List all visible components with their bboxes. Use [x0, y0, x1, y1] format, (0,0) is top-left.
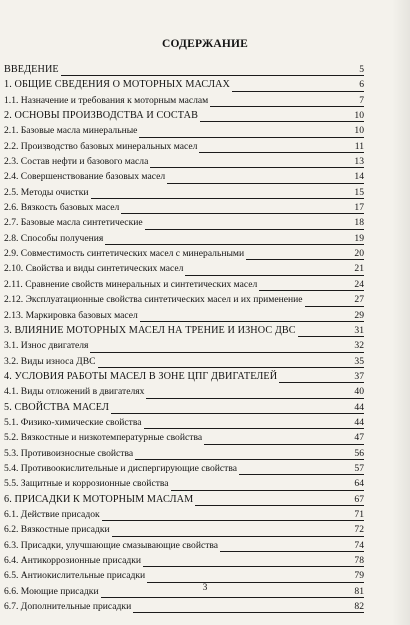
toc-entry-title: 4.1. Виды отложений в двигателях: [4, 384, 146, 399]
toc-entry-page: 29: [354, 309, 364, 321]
toc-entry-title: 2.5. Методы очистки: [4, 185, 91, 200]
toc-subsection-row: [4, 338, 364, 353]
toc-entry-title: 2.6. Вязкость базовых масел: [4, 200, 121, 215]
toc-subsection-row: [4, 384, 364, 399]
toc-entry-page: 82: [354, 601, 364, 613]
toc-entry-page: 71: [354, 508, 364, 520]
toc-subsection-row: [4, 169, 364, 184]
toc-subsection-row: [4, 430, 364, 445]
toc-section-row: [4, 323, 364, 338]
toc-section-row: [4, 62, 364, 77]
toc-entry-title: 2.10. Свойства и виды синтетических масел: [4, 261, 185, 276]
toc-entry-page: 44: [354, 416, 364, 428]
toc-subsection-row: [4, 231, 364, 246]
toc-entry-title: 4. УСЛОВИЯ РАБОТЫ МАСЕЛ В ЗОНЕ ЦПГ ДВИГАТЕЛЕЙ: [4, 369, 279, 384]
toc-subsection-row: [4, 553, 364, 568]
toc-entry-page: 72: [354, 524, 364, 536]
toc-entry-page: 21: [354, 263, 364, 275]
toc-subsection-row: [4, 292, 364, 307]
toc-entry-page: 37: [354, 370, 364, 382]
page-edge-shadow: [392, 0, 410, 625]
toc-entry-page: 5: [359, 64, 364, 75]
toc-entry-page: 24: [354, 278, 364, 290]
toc-entry-page: 32: [354, 340, 364, 352]
toc-entry-title: 2.1. Базовые масла минеральные: [4, 123, 139, 138]
toc-entry-title: 3. ВЛИЯНИЕ МОТОРНЫХ МАСЕЛ НА ТРЕНИЕ И ИЗНОС ДВС: [4, 323, 298, 338]
toc-subsection-row: [4, 461, 364, 476]
toc-subsection-row: [4, 507, 364, 522]
toc-entry-page: 56: [354, 447, 364, 459]
toc-entry-title: 6.5. Антиокислительные присадки: [4, 568, 147, 583]
table-of-contents: [4, 62, 364, 614]
toc-entry-page: 35: [354, 355, 364, 367]
toc-entry-page: 27: [354, 294, 364, 306]
toc-entry-page: 10: [354, 110, 364, 122]
toc-entry-title: 2.4. Совершенствование базовых масел: [4, 169, 167, 184]
toc-entry-title: 5. СВОЙСТВА МАСЕЛ: [4, 400, 111, 415]
toc-section-row: [4, 400, 364, 415]
toc-entry-page: 79: [354, 570, 364, 582]
toc-entry-title: 6.1. Действие присадок: [4, 507, 102, 522]
toc-entry-title: 1. ОБЩИЕ СВЕДЕНИЯ О МОТОРНЫХ МАСЛАХ: [4, 77, 232, 92]
toc-entry-page: 78: [354, 555, 364, 566]
toc-entry-page: 67: [354, 493, 364, 505]
toc-entry-title: 2. ОСНОВЫ ПРОИЗВОДСТВА И СОСТАВ: [4, 108, 200, 123]
toc-entry-page: 40: [354, 386, 364, 398]
toc-entry-page: 20: [354, 248, 364, 260]
toc-entry-title: 6.4. Антикоррозионные присадки: [4, 553, 143, 568]
toc-subsection-row: [4, 538, 364, 553]
toc-section-row: [4, 369, 364, 384]
toc-subsection-row: [4, 446, 364, 461]
toc-entry-title: 5.2. Вязкостные и низкотемпературные свойства: [4, 430, 204, 445]
toc-entry-title: 5.5. Защитные и коррозионные свойства: [4, 476, 171, 491]
toc-entry-title: 2.8. Способы получения: [4, 231, 105, 246]
toc-entry-page: 31: [354, 324, 364, 336]
toc-subsection-row: [4, 154, 364, 169]
toc-entry-title: 6.7. Дополнительные присадки: [4, 599, 133, 614]
toc-entry-title: 2.7. Базовые масла синтетические: [4, 215, 145, 230]
toc-entry-title: 5.4. Противоокислительные и диспергирующие свойства: [4, 461, 239, 476]
toc-subsection-row: [4, 215, 364, 230]
toc-subsection-row: [4, 522, 364, 537]
toc-subsection-row: [4, 93, 364, 108]
toc-entry-page: 6: [359, 79, 364, 91]
toc-entry-page: 64: [354, 478, 364, 490]
toc-subsection-row: [4, 123, 364, 138]
toc-subsection-row: [4, 246, 364, 261]
toc-entry-title: 2.2. Производство базовых минеральных масел: [4, 139, 199, 154]
toc-entry-page: 17: [354, 202, 364, 214]
toc-entry-page: 14: [354, 171, 364, 183]
toc-entry-title: ВВЕДЕНИЕ: [4, 62, 61, 77]
toc-entry-page: 44: [354, 401, 364, 413]
toc-entry-title: 3.2. Виды износа ДВС: [4, 354, 98, 369]
toc-section-row: [4, 108, 364, 123]
page-number: 3: [202, 583, 208, 593]
toc-subsection-row: [4, 599, 364, 614]
toc-entry-page: 11: [354, 140, 364, 152]
toc-entry-title: 1.1. Назначение и требования к моторным маслам: [4, 93, 210, 108]
toc-subsection-row: [4, 200, 364, 215]
toc-entry-title: 3.1. Износ двигателя: [4, 338, 90, 353]
toc-entry-page: 47: [354, 432, 364, 444]
toc-entry-title: 6.3. Присадки, улучшающие смазывающие свойства: [4, 538, 220, 553]
toc-entry-title: 6. ПРИСАДКИ К МОТОРНЫМ МАСЛАМ: [4, 492, 195, 507]
toc-entry-title: 2.12. Эксплуатационные свойства синтетических масел и их применение: [4, 292, 305, 307]
toc-subsection-row: [4, 185, 364, 200]
toc-entry-page: 7: [359, 94, 364, 106]
page-title: СОДЕРЖАНИЕ: [161, 38, 249, 50]
toc-entry-title: 5.3. Противоизносные свойства: [4, 446, 135, 461]
toc-subsection-row: [4, 139, 364, 154]
toc-entry-title: 5.1. Физико-химические свойства: [4, 415, 144, 430]
toc-entry-page: 57: [354, 462, 364, 474]
toc-subsection-row: [4, 261, 364, 276]
toc-subsection-row: [4, 568, 364, 583]
toc-section-row: [4, 492, 364, 507]
toc-subsection-row: [4, 415, 364, 430]
toc-entry-page: 10: [354, 125, 364, 137]
toc-entry-page: 19: [354, 232, 364, 244]
toc-subsection-row: [4, 277, 364, 292]
toc-subsection-row: [4, 476, 364, 491]
toc-section-row: [4, 77, 364, 92]
toc-entry-title: 2.13. Маркировка базовых масел: [4, 308, 140, 323]
toc-entry-title: 6.6. Моющие присадки: [4, 584, 101, 599]
toc-subsection-row: [4, 354, 364, 369]
toc-entry-page: 18: [354, 217, 364, 229]
toc-entry-title: 2.3. Состав нефти и базового масла: [4, 154, 150, 169]
toc-entry-page: 15: [354, 186, 364, 198]
toc-entry-title: 6.2. Вязкостные присадки: [4, 522, 112, 537]
toc-entry-page: 81: [354, 585, 364, 597]
toc-entry-title: 2.11. Сравнение свойств минеральных и синтетических масел: [4, 277, 259, 292]
toc-entry-title: 2.9. Совместимость синтетических масел с минеральными: [4, 246, 246, 261]
toc-subsection-row: [4, 308, 364, 323]
toc-entry-page: 13: [354, 156, 364, 168]
toc-entry-page: 74: [354, 539, 364, 551]
